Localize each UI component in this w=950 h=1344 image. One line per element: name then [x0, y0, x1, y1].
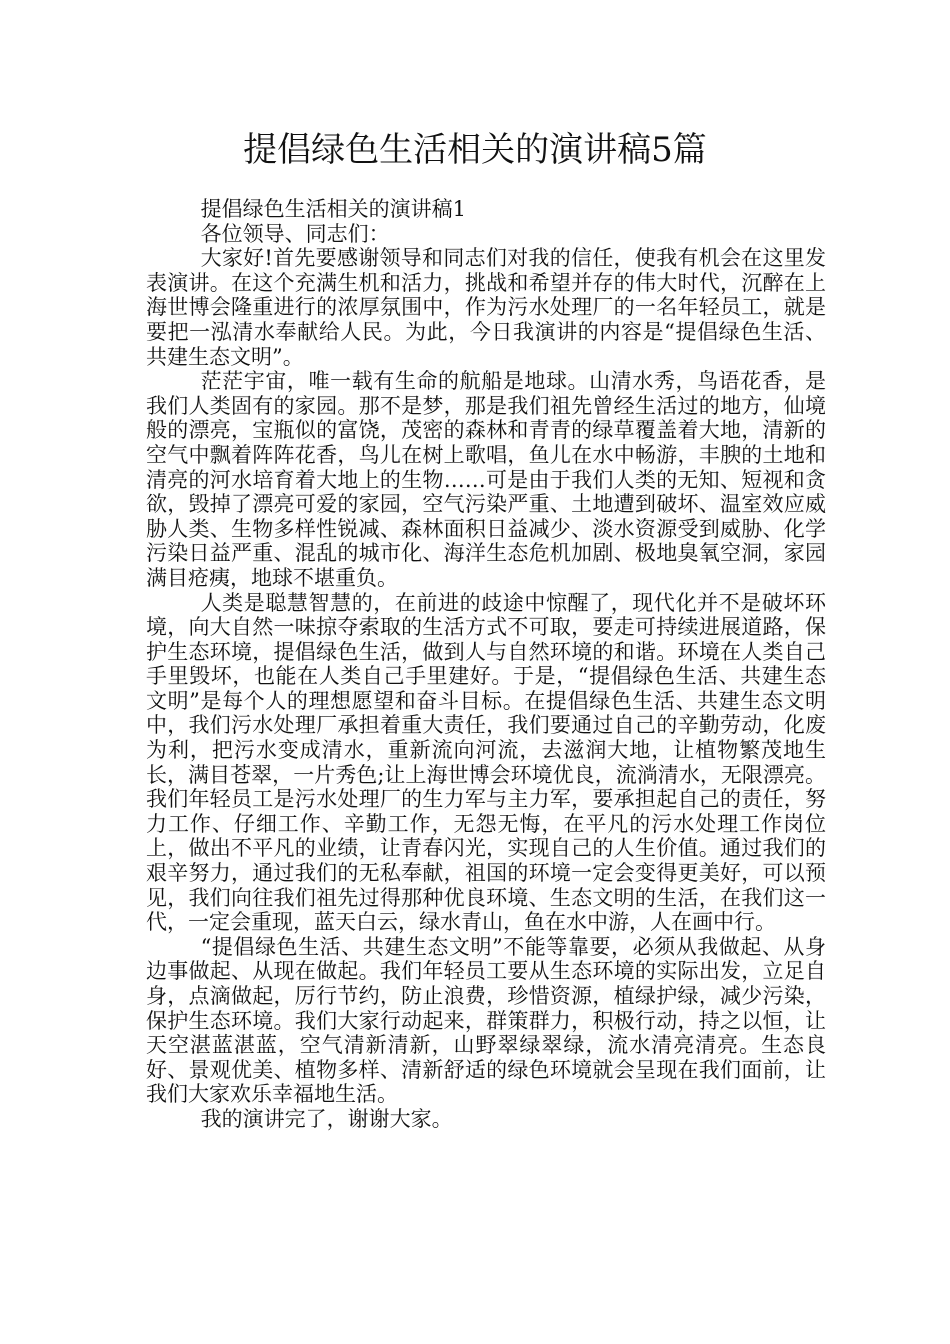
document-body: [146, 197, 826, 1132]
paragraph-4: “提倡绿色生活、共建生态文明”不能等靠要，必须从我做起、从身边事做起、从现在做起。我们年轻员工要从生态环境的实际出发，立足自身，点滴做起，厉行节约，防止浪费，珍惜资源，植绿护绿，减少污染，保护生态环境。我们大家行动起来，群策群力，积极行动，持之以恒，让天空湛蓝湛蓝，空气清新清新，山野翠绿翠绿，流水清亮清亮。生态良好、景观优美、植物多样、清新舒适的绿色环境就会呈现在我们面前，让我们大家欢乐幸福地生活。: [146, 934, 826, 1107]
document-title: 提倡绿色生活相关的演讲稿5篇: [243, 130, 707, 170]
paragraph-3: 人类是聪慧智慧的，在前进的歧途中惊醒了，现代化并不是破坏环境，向大自然一味掠夺索取的生活方式不可取，要走可持续进展道路，保护生态环境，提倡绿色生活，做到人与自然环境的和谐。环境在人类自己手里毁坏，也能在人类自己手里建好。于是，“提倡绿色生活、共建生态文明”是每个人的理想愿望和奋斗目标。在提倡绿色生活、共建生态文明中，我们污水处理厂承担着重大责任，我们要通过自己的辛勤劳动，化废为利，把污水变成清水，重新流向河流，去滋润大地，让植物繁茂地生长，满目苍翠，一片秀色;让上海世博会环境优良，流淌清水，无限漂亮。我们年轻员工是污水处理厂的生力军与主力军，要承担起自己的责任，努力工作、仔细工作、辛勤工作，无怨无悔，在平凡的污水处理工作岗位上，做出不平凡的业绩，让青春闪光，实现自己的人生价值。通过我们的艰辛努力，通过我们的无私奉献，祖国的环境一定会变得更美好，可以预见，我们向往我们祖先过得那种优良环境、生态文明的生活，在我们这一代，一定会重现，蓝天白云，绿水青山，鱼在水中游，人在画中行。: [146, 590, 826, 935]
closing-line: 我的演讲完了，谢谢大家。: [200, 1106, 453, 1131]
salutation: 各位领导、同志们：: [200, 221, 390, 246]
paragraph-1: 大家好!首先要感谢领导和同志们对我的信任，使我有机会在这里发表演讲。在这个充满生机和活力，挑战和希望并存的伟大时代，沉醉在上海世博会隆重进行的浓厚氛围中，作为污水处理厂的一名年轻员工，就是要把一泓清水奉献给人民。为此，今日我演讲的内容是“提倡绿色生活、共建生态文明”。: [146, 246, 826, 369]
paragraph-2: 茫茫宇宙，唯一载有生命的航船是地球。山清水秀，鸟语花香，是我们人类固有的家园。那不是梦，那是我们祖先曾经生活过的地方，仙境般的漂亮，宝瓶似的富饶，茂密的森林和青青的绿草覆盖着大地，清新的空气中飘着阵阵花香，鸟儿在树上歌唱，鱼儿在水中畅游，丰腴的土地和清亮的河水培育着大地上的生物……可是由于我们人类的无知、短视和贪欲，毁掉了漂亮可爱的家园，空气污染严重、土地遭到破坏、温室效应威胁人类、生物多样性锐减、森林面积日益减少、淡水资源受到威胁、化学污染日益严重、混乱的城市化、海洋生态危机加剧、极地臭氧空洞，家园满目疮痍，地球不堪重负。: [146, 369, 826, 590]
section-heading: 提倡绿色生活相关的演讲稿1: [200, 197, 466, 221]
